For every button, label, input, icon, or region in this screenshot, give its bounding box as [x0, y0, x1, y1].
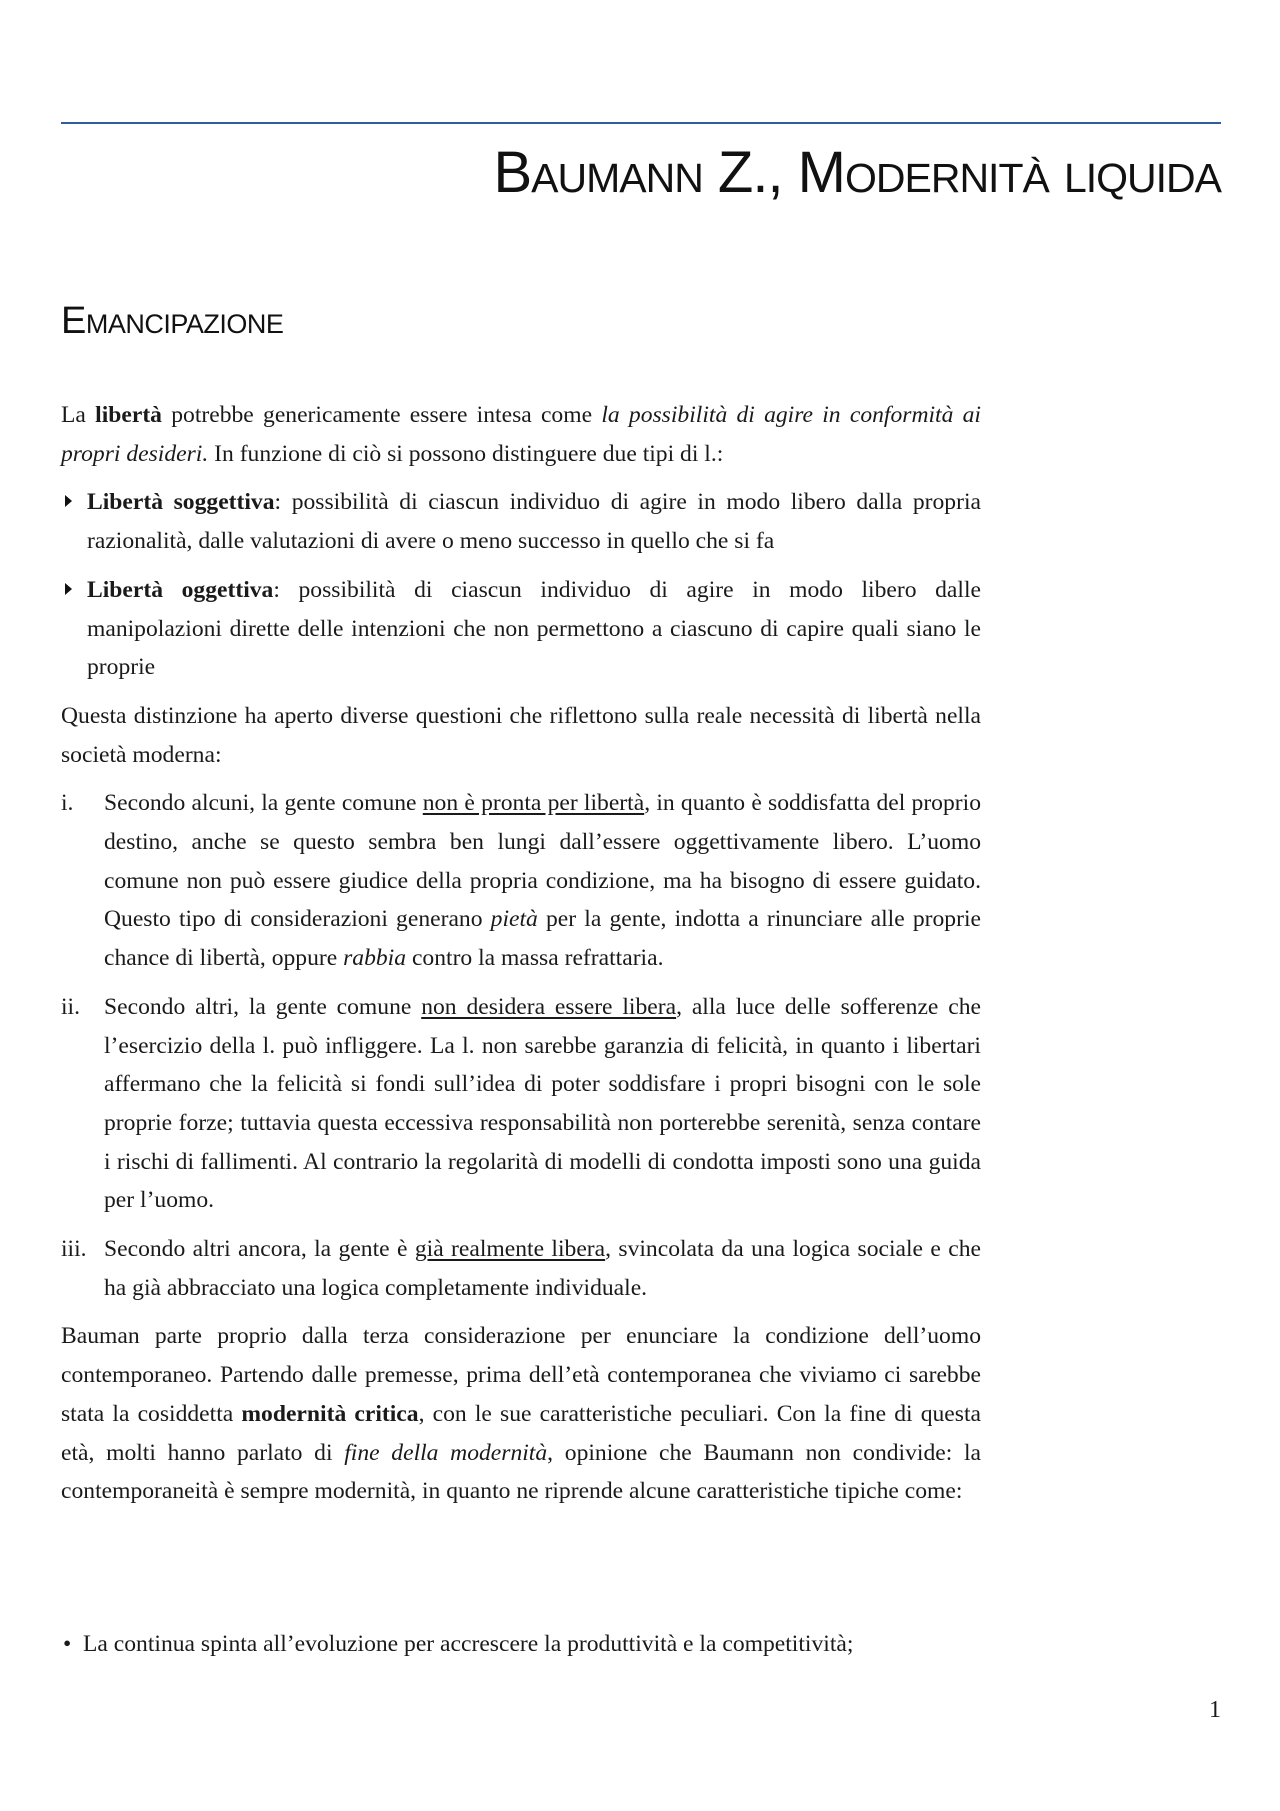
freedom-type-term: Libertà soggettiva	[87, 489, 275, 516]
position-text: Secondo altri, la gente comune	[104, 993, 422, 1020]
position-text: , svincolata da una logica sociale e che ha già abbracciato una logica completamente individuale.	[104, 1236, 981, 1301]
position-italic: rabbia	[343, 945, 407, 972]
list-item-text: La continua spinta all’evoluzione per accrescere la produttività e la competitività;	[83, 1631, 854, 1657]
header-rule	[61, 122, 1221, 124]
position-number: ii.	[61, 993, 81, 1020]
intro-text: In funzione di ciò si possono distinguere due tipi di l.:	[208, 440, 724, 467]
position-text: , in quanto è soddisfatta del proprio destino, anche se questo sembra ben lungi dall’essere oggettivamente libero. L’uomo comune non può essere giudice della propria condizione, ma ha bisogno di essere guidato. Questo tipo di considerazioni generano	[104, 790, 981, 933]
freedom-type-item	[61, 483, 981, 560]
feature-list	[61, 1625, 1041, 1663]
intro-text: potrebbe genericamente essere intesa come	[161, 402, 602, 428]
position-item	[61, 1230, 981, 1307]
position-number: iii.	[61, 1236, 87, 1263]
section-heading: Emancipazione	[61, 300, 284, 342]
page-number: 1	[1209, 1697, 1221, 1723]
triangle-bullet-icon	[65, 495, 72, 507]
list-item	[61, 1625, 1041, 1663]
intro-bold-term: libertà	[95, 402, 162, 428]
position-italic: pietà	[490, 906, 538, 933]
bullet-dot-icon: •	[63, 1631, 72, 1657]
intro-text: La	[61, 402, 96, 428]
freedom-type-item	[61, 571, 981, 687]
conclusion-text: , opinione che Baumann non condivide: la contemporaneità è sempre modernità, in quanto ne riprende alcune caratteristiche tipiche come:	[61, 1439, 981, 1505]
position-text: Secondo alcuni, la gente comune	[104, 790, 423, 817]
position-text: Secondo altri ancora, la gente è	[104, 1236, 415, 1263]
transition-paragraph: Questa distinzione ha aperto diverse questioni che riflettono sulla reale necessità di libertà nella società moderna:	[61, 702, 981, 768]
position-item	[61, 784, 981, 978]
document-body	[61, 396, 981, 1511]
position-text: contro la massa refrattaria.	[406, 945, 664, 972]
intro-italic-definition: la possibilità di agire in conformità ai propri desideri.	[61, 402, 981, 467]
position-text: per la gente, indotta a rinunciare alle proprie chance di libertà, oppure	[104, 906, 981, 972]
conclusion-italic: fine della modernità	[344, 1439, 548, 1466]
conclusion-text: , con le sue caratteristiche peculiari. Con la fine di questa età, molti hanno parlato di	[61, 1400, 981, 1466]
position-underlined: non è pronta per libertà	[422, 790, 645, 817]
position-underlined: già realmente libera	[414, 1236, 606, 1263]
document-title: Baumann Z., Modernità liquida	[493, 140, 1221, 205]
position-number: i.	[61, 790, 74, 817]
position-item	[61, 988, 981, 1220]
conclusion-text: Bauman parte proprio dalla terza considerazione per enunciare la condizione dell’uomo contemporaneo. Partendo dalle premesse, prima dell’età contemporanea che viviamo ci sarebbe stata la cosiddetta	[61, 1323, 981, 1427]
triangle-bullet-icon	[65, 583, 72, 595]
freedom-type-text: : possibilità di ciascun individuo di agire in modo libero dalla propria razionalità, dalle valutazioni di avere o meno successo in quello che si fa	[87, 489, 981, 555]
freedom-type-text: : possibilità di ciascun individuo di agire in modo libero dalle manipolazioni dirette delle intenzioni che non permettono a ciascuno di capire quali siano le proprie	[87, 576, 981, 681]
conclusion-bold-term: modernità critica	[241, 1400, 419, 1427]
position-underlined: non desidera essere libera	[421, 993, 677, 1020]
intro-paragraph	[61, 396, 981, 473]
conclusion-paragraph	[61, 1317, 981, 1511]
position-text: , alla luce delle sofferenze che l’esercizio della l. può infliggere. La l. non sarebbe garanzia di felicità, in quanto i libertari affermano che la felicità si fondi sull’idea di poter soddisfare i propri bisogni con le sole proprie forze; tuttavia questa eccessiva responsabilità non porterebbe serenità, senza contare i rischi di fallimenti. Al contrario la regolarità di modelli di condotta imposti sono una guida per l’uomo.	[104, 993, 981, 1214]
freedom-type-term: Libertà oggettiva	[87, 576, 274, 603]
